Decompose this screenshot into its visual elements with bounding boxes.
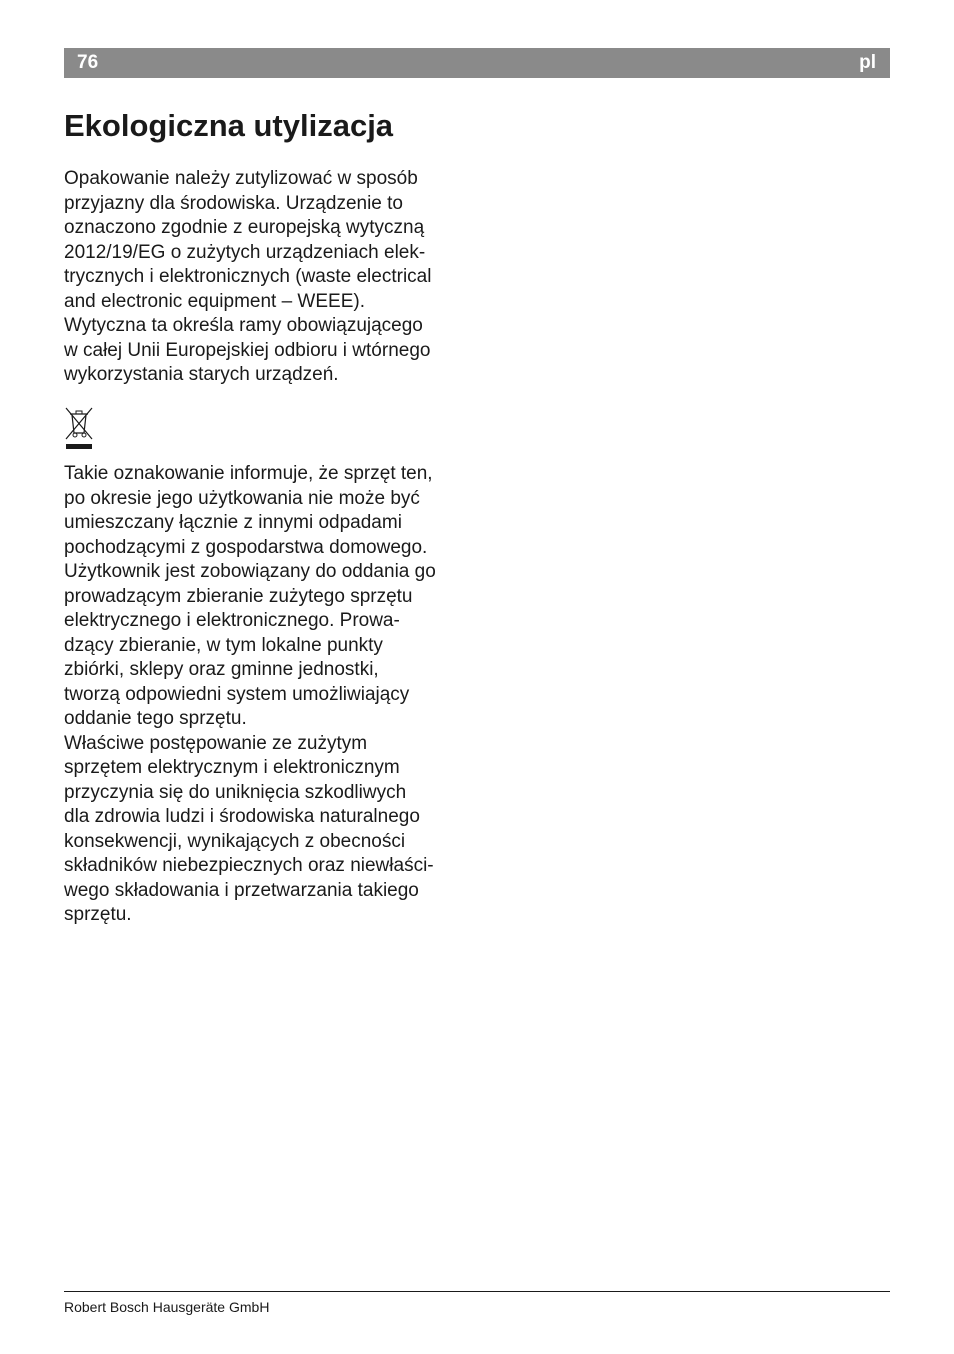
page-number: 76: [77, 52, 99, 73]
footer-company: Robert Bosch Hausgeräte GmbH: [64, 1299, 270, 1315]
page-title: Ekologiczna utylizacja: [64, 108, 394, 143]
weee-bin-icon: [63, 405, 95, 453]
language-code: pl: [859, 52, 876, 73]
footer-divider: [64, 1291, 890, 1292]
weee-info-paragraph: Takie oznakowanie informuje, że sprzęt ten, po okresie jego użytkowania nie może być umieszczany łącznie z innymi odpadami pochodzącymi z gospodarstwa domowego. Użytkownik jest zobowiązany do oddania go prowadzącym zbieranie zużytego sprzętu elektrycznego i elektronicznego. Prowa- dzący zbieranie, w tym lokalne punkty zbiórki, sklepy oraz gminne jednostki, tworzą odpowiedni system umożliwiający oddanie tego sprzętu. Właściwe postępowanie ze zużytym sprzętem elektrycznym i elektronicznym przyczynia się do uniknięcia szkodliwych dla zdrowia ludzi i środowiska naturalnego konsekwencji, wynikających z obecności składników niebezpiecznych oraz niewłaści- wego składowania i przetwarzania takiego sprzętu.: [64, 463, 436, 925]
header-bar: [64, 48, 890, 78]
intro-paragraph: Opakowanie należy zutylizować w sposób przyjazny dla środowiska. Urządzenie to oznaczono zgodnie z europejską wytyczną 2012/19/EG o zużytych urządzeniach elek- trycznych i elektronicznych (waste electrical and electronic equipment – WEEE). Wytyczna ta określa ramy obowiązującego w całej Unii Europejskiej odbioru i wtórnego wykorzystania starych urządzeń.: [64, 168, 432, 385]
